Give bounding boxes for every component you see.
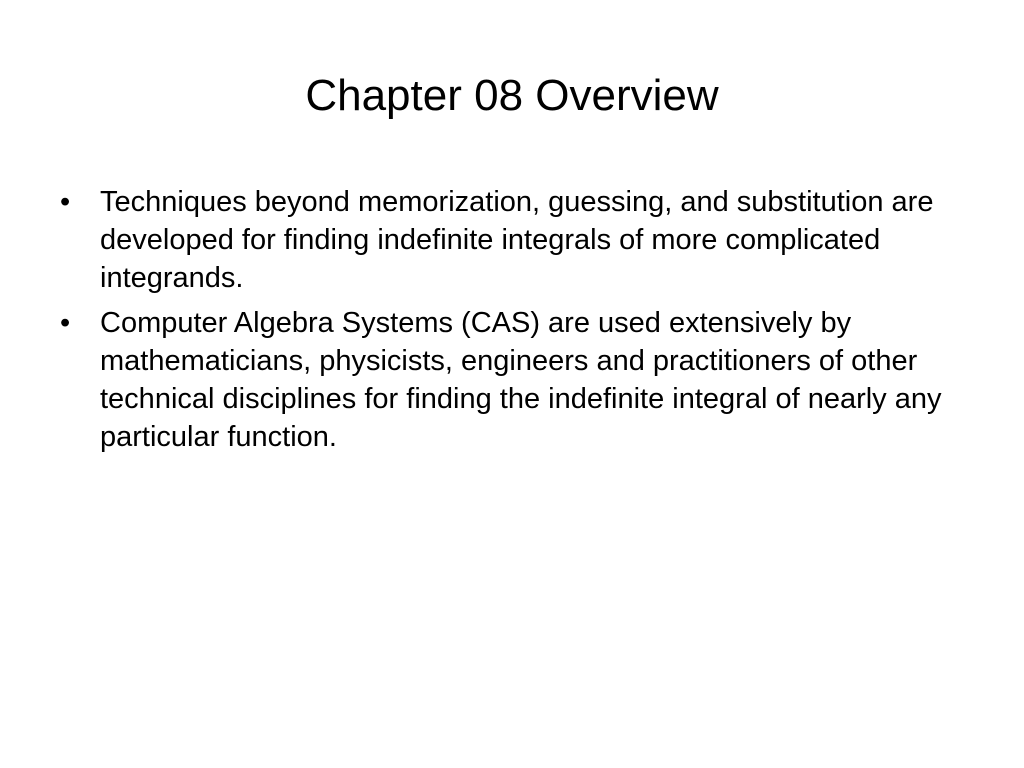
bullet-point-icon: •	[60, 186, 71, 218]
bullet-text-2: Computer Algebra Systems (CAS) are used extensively by mathematicians, physicists, engineers and practitioners of other technical disciplines for finding the indefinite integral of nearly any particular function.	[100, 307, 942, 453]
bullet-list	[60, 183, 960, 463]
slide-title: Chapter 08 Overview	[305, 71, 719, 120]
bullet-item-2	[60, 304, 960, 456]
bullet-point-icon: •	[60, 307, 71, 339]
bullet-text-1: Techniques beyond memorization, guessing, and substitution are developed for finding indefinite integrals of more complicated integrands.	[100, 186, 934, 294]
bullet-item-1	[60, 183, 960, 297]
